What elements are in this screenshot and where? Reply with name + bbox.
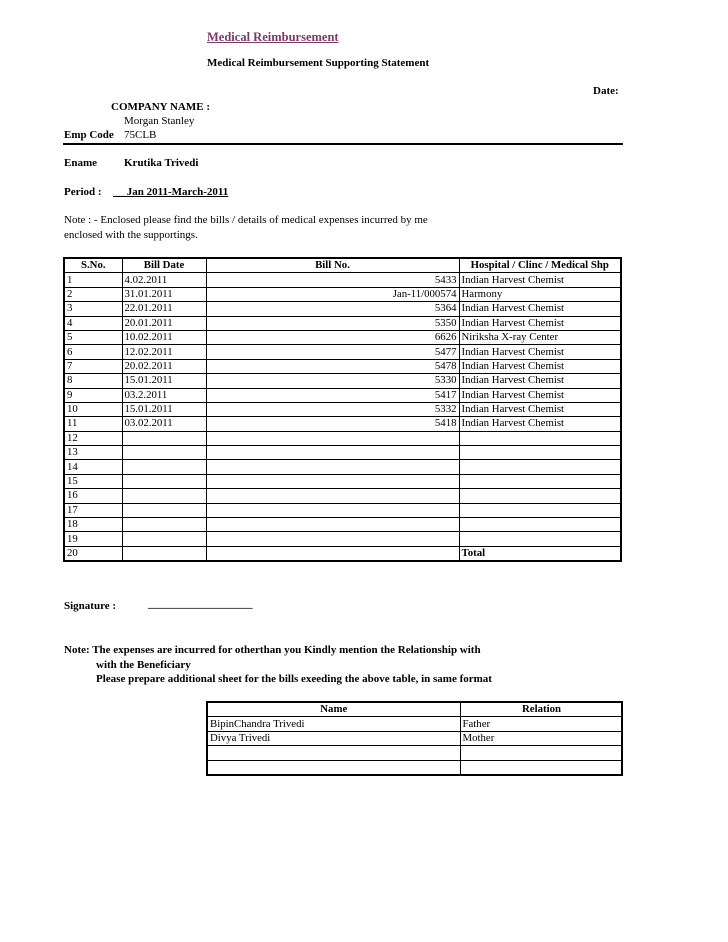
cell-sno: 12 <box>64 431 122 445</box>
cell-bill-no <box>206 518 459 532</box>
table-row <box>64 402 621 416</box>
cell-relation: Father <box>460 717 622 731</box>
table-row <box>64 273 621 287</box>
cell-bill-no: 5330 <box>206 374 459 388</box>
cell-name <box>207 746 460 760</box>
table-row <box>64 345 621 359</box>
cell-sno: 7 <box>64 359 122 373</box>
cell-bill-no: 5418 <box>206 417 459 431</box>
cell-hospital: Indian Harvest Chemist <box>459 345 621 359</box>
cell-sno: 20 <box>64 546 122 561</box>
cell-hospital: Niriksha X-ray Center <box>459 330 621 344</box>
cell-bill-date <box>122 489 206 503</box>
cell-sno: 3 <box>64 302 122 316</box>
cell-sno: 14 <box>64 460 122 474</box>
table-row <box>207 760 622 775</box>
cell-bill-no <box>206 474 459 488</box>
cell-sno: 17 <box>64 503 122 517</box>
cell-bill-no <box>206 431 459 445</box>
cell-bill-date: 03.02.2011 <box>122 417 206 431</box>
table-row <box>64 316 621 330</box>
company-name-value: Morgan Stanley <box>124 115 195 127</box>
cell-bill-date: 03.2.2011 <box>122 388 206 402</box>
cell-hospital: Indian Harvest Chemist <box>459 316 621 330</box>
cell-bill-date: 15.01.2011 <box>122 402 206 416</box>
signature-label: Signature : <box>64 600 117 612</box>
ename-label: Ename <box>64 157 97 169</box>
cell-name: BipinChandra Trivedi <box>207 717 460 731</box>
cell-hospital: Indian Harvest Chemist <box>459 273 621 287</box>
signature-line: ___________________ <box>148 598 253 610</box>
cell-hospital: Indian Harvest Chemist <box>459 374 621 388</box>
cell-sno: 13 <box>64 446 122 460</box>
table-row <box>64 374 621 388</box>
cell-sno: 2 <box>64 287 122 301</box>
table-row <box>64 287 621 301</box>
cell-hospital <box>459 532 621 546</box>
cell-bill-date: 31.01.2011 <box>122 287 206 301</box>
table-row <box>207 746 622 760</box>
table-row <box>64 388 621 402</box>
cell-bill-no: 6626 <box>206 330 459 344</box>
table-row <box>64 431 621 445</box>
table-row <box>64 446 621 460</box>
cell-name: Divya Trivedi <box>207 731 460 745</box>
table-row <box>207 731 622 745</box>
document-title: Medical Reimbursement <box>207 30 339 44</box>
cell-hospital: Indian Harvest Chemist <box>459 302 621 316</box>
table-row <box>64 417 621 431</box>
cell-bill-no: 5332 <box>206 402 459 416</box>
cell-sno: 18 <box>64 518 122 532</box>
cell-bill-date: 20.02.2011 <box>122 359 206 373</box>
cell-hospital <box>459 431 621 445</box>
emp-code-value: 75CLB <box>124 129 157 141</box>
cell-sno: 10 <box>64 402 122 416</box>
cell-bill-date: 22.01.2011 <box>122 302 206 316</box>
cell-bill-no: 5478 <box>206 359 459 373</box>
cell-sno: 11 <box>64 417 122 431</box>
cell-bill-no <box>206 446 459 460</box>
cell-relation <box>460 746 622 760</box>
cell-bill-no: 5417 <box>206 388 459 402</box>
cell-sno: 16 <box>64 489 122 503</box>
cell-hospital: Indian Harvest Chemist <box>459 402 621 416</box>
cell-bill-date <box>122 518 206 532</box>
cell-hospital <box>459 503 621 517</box>
cell-bill-no: 5364 <box>206 302 459 316</box>
table-row <box>64 474 621 488</box>
cell-hospital: Total <box>459 546 621 561</box>
cell-hospital: Harmony <box>459 287 621 301</box>
period-label: Period : <box>64 186 102 198</box>
col-header-bill-date: Bill Date <box>122 258 206 273</box>
footer-note-line-3: Please prepare additional sheet for the bills exeeding the above table, in same format <box>96 673 492 685</box>
cell-bill-date: 15.01.2011 <box>122 374 206 388</box>
cell-bill-no: 5433 <box>206 273 459 287</box>
cell-sno: 1 <box>64 273 122 287</box>
ename-value: Krutika Trivedi <box>124 157 199 169</box>
cell-bill-date <box>122 431 206 445</box>
cell-bill-date <box>122 532 206 546</box>
table-row <box>207 717 622 731</box>
relation-table-body <box>207 717 622 775</box>
cell-bill-no <box>206 503 459 517</box>
bills-table-body <box>64 273 621 561</box>
date-label: Date: <box>593 85 619 97</box>
cell-bill-date: 4.02.2011 <box>122 273 206 287</box>
document-subtitle: Medical Reimbursement Supporting Statement <box>207 57 430 69</box>
cell-bill-no: 5477 <box>206 345 459 359</box>
cell-bill-no <box>206 532 459 546</box>
cell-bill-no: 5350 <box>206 316 459 330</box>
cell-hospital: Indian Harvest Chemist <box>459 388 621 402</box>
relation-header-row <box>207 702 622 717</box>
cell-relation <box>460 760 622 775</box>
cell-sno: 6 <box>64 345 122 359</box>
cell-bill-no <box>206 546 459 561</box>
cell-hospital <box>459 474 621 488</box>
company-name-label: COMPANY NAME : <box>111 101 210 113</box>
cell-bill-date <box>122 460 206 474</box>
divider <box>63 143 623 145</box>
col-header-sno: S.No. <box>64 258 122 273</box>
relation-table <box>206 701 623 776</box>
cell-bill-date: 20.01.2011 <box>122 316 206 330</box>
cell-sno: 5 <box>64 330 122 344</box>
cell-hospital <box>459 460 621 474</box>
table-row <box>64 359 621 373</box>
table-row <box>64 503 621 517</box>
cell-bill-no <box>206 460 459 474</box>
note-line-1: Note : - Enclosed please find the bills / details of medical expenses incurred by me <box>64 214 428 226</box>
cell-bill-date <box>122 546 206 561</box>
cell-hospital <box>459 446 621 460</box>
note-line-2: enclosed with the supportings. <box>64 229 198 241</box>
table-row <box>64 302 621 316</box>
cell-bill-date <box>122 446 206 460</box>
col-header-hospital: Hospital / Clinc / Medical Shp <box>459 258 621 273</box>
table-row <box>64 489 621 503</box>
cell-hospital <box>459 518 621 532</box>
cell-sno: 19 <box>64 532 122 546</box>
table-row <box>64 330 621 344</box>
table-row <box>64 460 621 474</box>
cell-bill-no: Jan-11/000574 <box>206 287 459 301</box>
bills-table <box>63 257 622 562</box>
cell-bill-date <box>122 503 206 517</box>
cell-sno: 15 <box>64 474 122 488</box>
emp-code-label: Emp Code <box>64 129 114 141</box>
period-value: __ Jan 2011-March-2011 <box>113 186 229 198</box>
cell-bill-date: 12.02.2011 <box>122 345 206 359</box>
cell-hospital: Indian Harvest Chemist <box>459 359 621 373</box>
footer-note-line-1: Note: The expenses are incurred for otherthan you Kindly mention the Relationship with <box>64 644 481 656</box>
table-row <box>64 546 621 561</box>
cell-hospital <box>459 489 621 503</box>
col-header-relation: Relation <box>460 702 622 717</box>
cell-bill-no <box>206 489 459 503</box>
cell-name <box>207 760 460 775</box>
col-header-bill-no: Bill No. <box>206 258 459 273</box>
bills-header-row <box>64 258 621 273</box>
cell-sno: 9 <box>64 388 122 402</box>
col-header-name: Name <box>207 702 460 717</box>
cell-sno: 4 <box>64 316 122 330</box>
cell-bill-date: 10.02.2011 <box>122 330 206 344</box>
cell-bill-date <box>122 474 206 488</box>
table-row <box>64 518 621 532</box>
cell-sno: 8 <box>64 374 122 388</box>
table-row <box>64 532 621 546</box>
footer-note-line-2: with the Beneficiary <box>96 659 191 671</box>
cell-relation: Mother <box>460 731 622 745</box>
cell-hospital: Indian Harvest Chemist <box>459 417 621 431</box>
